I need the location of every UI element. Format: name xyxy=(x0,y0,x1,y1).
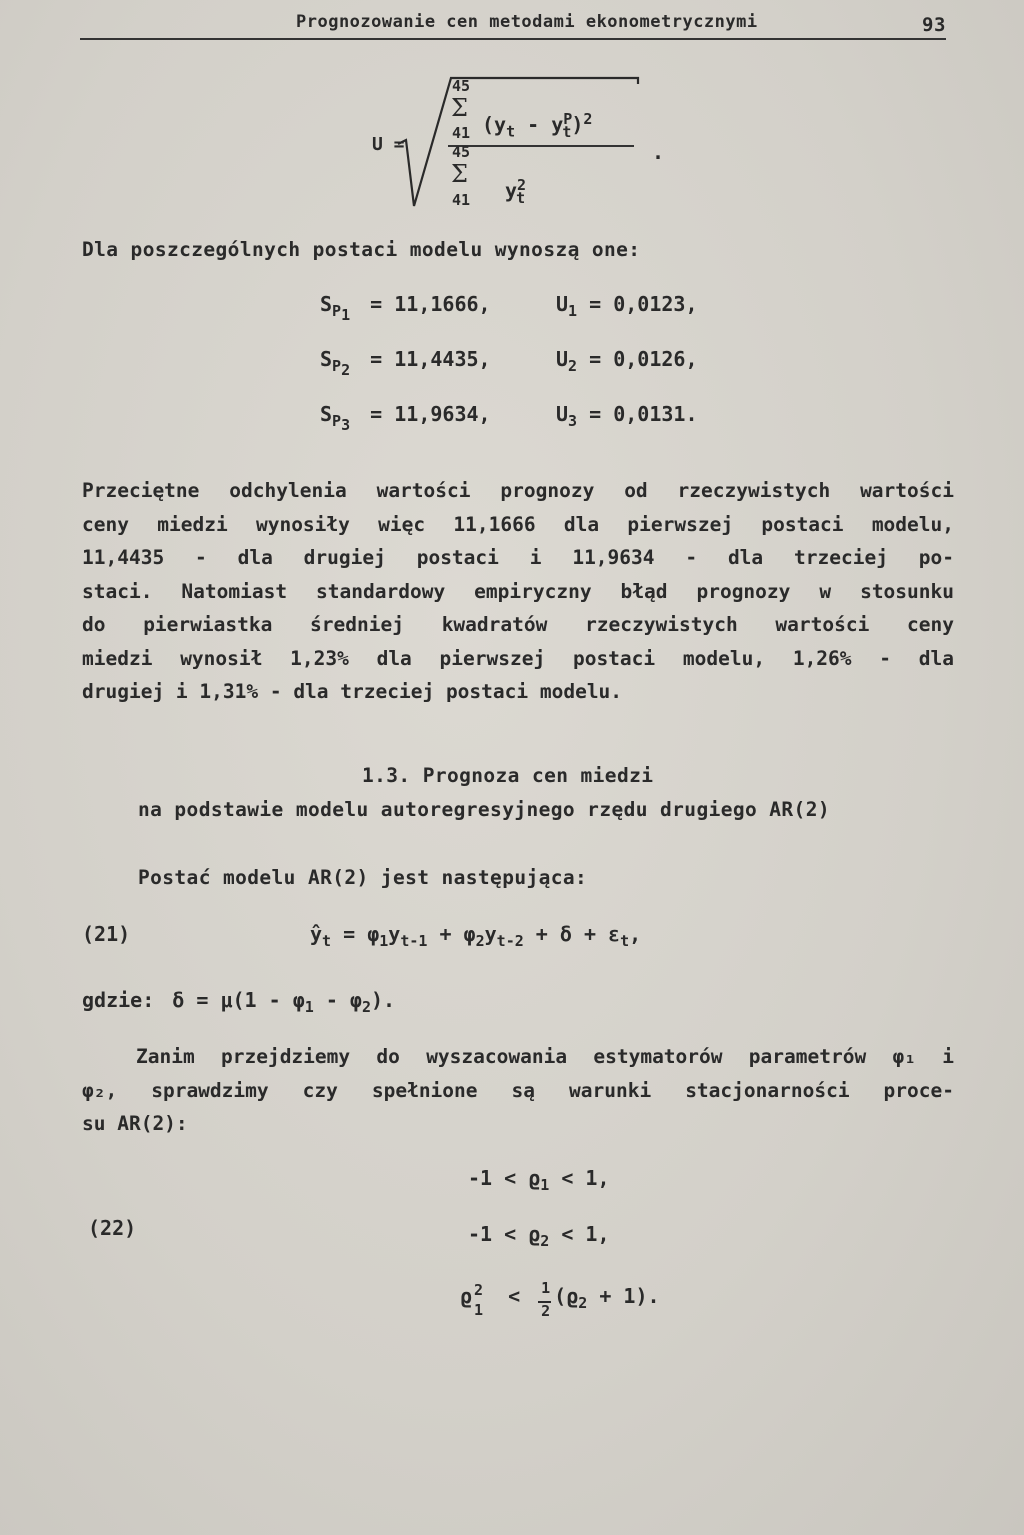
s-sub: P xyxy=(332,302,342,320)
result-row-3 xyxy=(320,402,491,434)
s-sub: P xyxy=(332,357,342,375)
num-sub-t2: t xyxy=(562,122,572,141)
equation-22-number: (22) xyxy=(88,1216,137,1240)
c2-b: < 1, xyxy=(549,1222,610,1246)
paragraph-line: miedzi wynosił 1,23% dla pierwszej postaci modelu, 1,26% - dla xyxy=(82,646,954,670)
den-sum-upper: 45 xyxy=(452,143,471,161)
num-sub-t: t xyxy=(506,122,516,141)
eq21-rhs2: + φ xyxy=(427,922,476,946)
section-title-line2: na podstawie modelu autoregresyjnego rzędu drugiego AR(2) xyxy=(138,798,830,821)
intro-text: Dla poszczególnych postaci modelu wynoszą one: xyxy=(82,238,641,261)
c1-a: -1 < ϱ xyxy=(468,1166,541,1190)
where-expr-a: δ = μ(1 - φ xyxy=(172,988,305,1012)
y1: y xyxy=(388,922,401,946)
s-subsub: 3 xyxy=(341,416,351,434)
num-open: (y xyxy=(482,112,507,137)
condition-1 xyxy=(468,1166,610,1194)
s-label: S xyxy=(320,292,333,316)
paragraph-line: do pierwiastka średniej kwadratów rzeczywistych wartości ceny xyxy=(82,613,954,636)
u-value: = 0,0126, xyxy=(589,347,698,371)
yhat-sub: t xyxy=(322,932,332,950)
where-sub2: 2 xyxy=(361,998,371,1016)
where-sub1: 1 xyxy=(304,998,314,1016)
u-value: = 0,0123, xyxy=(589,292,698,316)
num-close: ) xyxy=(571,112,584,137)
condition-2 xyxy=(468,1222,610,1250)
c3-sup: 2 xyxy=(474,1281,484,1299)
den-sigma: Σ xyxy=(451,160,468,188)
c3-rest-sub: 2 xyxy=(578,1294,588,1312)
num-sup-p: P xyxy=(563,110,573,128)
fraction-bar xyxy=(448,145,634,147)
c3-frac-num: 1 xyxy=(541,1279,551,1297)
c3-lt: < xyxy=(496,1284,533,1308)
u-sub: 1 xyxy=(568,302,578,320)
result-u-2 xyxy=(556,347,698,375)
y2: y xyxy=(484,922,497,946)
paragraph-line: ceny miedzi wynosiły więc 11,1666 dla pierwszej postaci modelu, xyxy=(82,512,954,536)
u-label: U xyxy=(556,347,569,371)
den-var: y xyxy=(505,178,518,203)
u-sub: 3 xyxy=(568,412,578,430)
result-u-3 xyxy=(556,402,698,430)
s-label: S xyxy=(320,402,333,426)
u-label: U xyxy=(556,292,569,316)
s-subsub: 2 xyxy=(341,361,351,379)
model-intro: Postać modelu AR(2) jest następująca: xyxy=(138,866,588,889)
result-u-1 xyxy=(556,292,698,320)
s-value: = 11,9634, xyxy=(370,402,491,426)
c2-a: -1 < ϱ xyxy=(468,1222,541,1246)
paragraph-line: su AR(2): xyxy=(82,1112,188,1135)
s-value: = 11,1666, xyxy=(370,292,491,316)
phi2-sub: 2 xyxy=(475,932,485,950)
num-sigma: Σ xyxy=(451,94,468,122)
u-label: U xyxy=(556,402,569,426)
eq21-rhs1: = φ xyxy=(331,922,380,946)
formula-u-period: . xyxy=(652,140,665,164)
section-title-line1: 1.3. Prognoza cen miedzi xyxy=(362,764,654,787)
c3-rest: (ϱ xyxy=(554,1284,579,1308)
eq21-rhs3: + δ + ε xyxy=(523,922,621,946)
num-minus: - y xyxy=(515,112,564,137)
where-clause xyxy=(82,988,395,1016)
paragraph-line: drugiej i 1,31% - dla trzeciej postaci modelu. xyxy=(82,680,623,703)
paragraph-line: φ₂, sprawdzimy czy spełnione są warunki stacjonarności proce- xyxy=(82,1078,954,1102)
result-row-1 xyxy=(320,292,491,324)
den-sub: t xyxy=(516,188,526,207)
s-subsub: 1 xyxy=(341,306,351,324)
eps-sub: t xyxy=(620,932,630,950)
den-sum-lower: 41 xyxy=(452,191,471,209)
c3-frac-den: 2 xyxy=(541,1302,551,1320)
phi1-sub: 1 xyxy=(379,932,389,950)
s-value: = 11,4435, xyxy=(370,347,491,371)
where-label: gdzie: xyxy=(82,988,155,1012)
paragraph-line: 11,4435 - dla drugiej postaci i 11,9634 - dla trzeciej po- xyxy=(82,546,954,569)
paragraph-2 xyxy=(82,1040,954,1141)
yhat: ŷ xyxy=(310,922,323,946)
c3-end: + 1). xyxy=(587,1284,660,1308)
numerator-expression xyxy=(482,110,592,141)
where-expr-b: - φ xyxy=(313,988,362,1012)
u-sub: 2 xyxy=(568,357,578,375)
num-sum-lower: 41 xyxy=(452,124,471,142)
paragraph-line: Zanim przejdziemy do wyszacowania estymatorów parametrów φ₁ i xyxy=(136,1045,954,1068)
running-header-title: Prognozowanie cen metodami ekonometrycznymi xyxy=(296,12,758,32)
page-number: 93 xyxy=(922,14,946,36)
eq21-end: , xyxy=(629,922,642,946)
num-sum-upper: 45 xyxy=(452,77,471,95)
num-exp: 2 xyxy=(583,110,593,128)
u-value: = 0,0131. xyxy=(589,402,698,426)
paragraph-line: staci. Natomiast standardowy empiryczny błąd prognozy w stosunku xyxy=(82,579,954,603)
den-sup: 2 xyxy=(517,176,527,194)
c3-sub: 1 xyxy=(474,1301,484,1319)
paragraph-1 xyxy=(82,474,954,709)
header-rule xyxy=(80,38,946,40)
c1-b: < 1, xyxy=(549,1166,610,1190)
equation-21 xyxy=(310,922,641,950)
paragraph-line: Przeciętne odchylenia wartości prognozy od rzeczywistych wartości xyxy=(82,479,954,502)
where-expr-c: ). xyxy=(370,988,396,1012)
result-row-2 xyxy=(320,347,491,379)
condition-3 xyxy=(460,1279,660,1330)
c2-sub: 2 xyxy=(540,1232,550,1250)
c1-sub: 1 xyxy=(540,1176,550,1194)
s-label: S xyxy=(320,347,333,371)
c3-rho: ϱ xyxy=(460,1284,473,1308)
s-sub: P xyxy=(332,412,342,430)
formula-u-lhs: U = xyxy=(372,134,405,155)
y1-sub: t-1 xyxy=(400,932,428,950)
denominator-expression xyxy=(505,176,525,207)
y2-sub: t-2 xyxy=(496,932,524,950)
equation-21-number: (21) xyxy=(82,922,131,946)
